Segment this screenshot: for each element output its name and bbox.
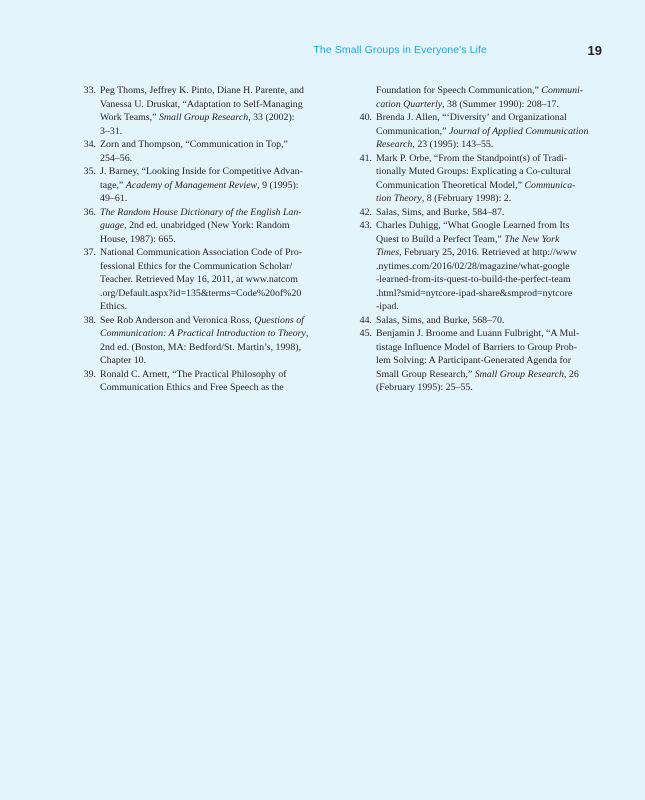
note-text: 2nd ed. (Boston, MA: Bedford/St. Martin’s, 1998),: [100, 341, 302, 353]
italic-title: cation Quarterly: [376, 98, 443, 110]
note-line: [100, 246, 328, 260]
note-line: [376, 152, 608, 166]
note-text: House, 1987): 665.: [100, 233, 176, 245]
note-text: Ethics.: [100, 301, 128, 312]
note-text: Communication,”: [376, 125, 449, 137]
note-text: , 26: [563, 368, 579, 380]
note-line: [100, 138, 328, 152]
endnote: [77, 84, 328, 138]
note-line: [100, 206, 328, 220]
note-line: [376, 327, 608, 341]
note-text: .nytimes.com/2016/02/28/magazine/what-google: [376, 260, 570, 272]
note-text: Ronald C. Arnett, “The Practical Philosophy of: [100, 368, 287, 380]
italic-title: The New York: [504, 233, 560, 245]
running-head: [0, 43, 645, 59]
note-text: , 33 (2002):: [248, 112, 295, 123]
note-text: National Communication Association Code of Pro-: [100, 247, 303, 258]
endnote: [77, 314, 328, 368]
note-line: [376, 192, 608, 206]
note-line: [100, 192, 328, 206]
endnote: [353, 314, 608, 328]
note-line: [376, 273, 608, 287]
endnote: [77, 368, 328, 395]
endnote-number: 35.: [83, 166, 96, 177]
note-text: , 38 (Summer 1990): 208–17.: [442, 98, 559, 110]
italic-title: Academy of Management Review: [125, 179, 258, 191]
note-line: [376, 179, 608, 193]
note-text: 49–61.: [100, 193, 128, 204]
note-text: fessional Ethics for the Communication Scholar/: [100, 260, 293, 272]
note-text: , February 25, 2016. Retrieved at http://www: [399, 247, 578, 258]
note-line: [376, 287, 608, 301]
endnote: [77, 138, 328, 165]
note-line: [376, 165, 608, 179]
endnote-number: 38.: [83, 314, 96, 326]
note-text: Salas, Sims, and Burke, 584–87.: [376, 206, 505, 218]
note-text: Quest to Build a Perfect Team,”: [376, 233, 505, 245]
continued-note: [353, 84, 608, 111]
note-line: [376, 98, 608, 112]
endnote-number: 39.: [83, 368, 96, 380]
note-line: [376, 138, 608, 152]
endnote-number: 36.: [83, 206, 96, 218]
italic-title: Communica-: [524, 179, 576, 191]
note-line: [100, 125, 328, 139]
endnote: [353, 152, 608, 206]
note-line: [376, 125, 608, 139]
note-line: [100, 327, 328, 341]
note-text: Chapter 10.: [100, 355, 147, 366]
note-line: [100, 368, 328, 382]
note-line: [376, 84, 608, 98]
note-line: [376, 314, 608, 328]
note-line: [376, 341, 608, 355]
endnote: [353, 219, 608, 314]
note-line: [100, 84, 328, 98]
note-line: [376, 233, 608, 247]
endnote: [353, 111, 608, 152]
italic-title: tion Theory: [376, 193, 422, 204]
note-text: lem Solving: A Participant-Generated Agenda for: [376, 355, 571, 366]
italic-title: Small Group Research: [158, 112, 249, 123]
note-text: Small Group Research,”: [376, 368, 475, 380]
note-text: Brenda J. Allen, “‘Diversity’ and Organizational: [376, 112, 567, 123]
note-line: [100, 354, 328, 368]
italic-title: Communication: A Practical Introduction to Theory: [100, 328, 306, 339]
italic-title: guage: [100, 220, 125, 231]
endnote: [77, 246, 328, 314]
italic-title: The Random House Dictionary of the English Lan-: [100, 206, 302, 218]
italic-title: Research: [376, 139, 413, 150]
note-text: Peg Thoms, Jeffrey K. Pinto, Diane H. Parente, and: [100, 85, 304, 96]
note-line: [376, 246, 608, 260]
note-text: tionally Muted Groups: Explicating a Co-cultural: [376, 166, 571, 177]
note-line: [100, 381, 328, 395]
note-line: [100, 219, 328, 233]
endnote-number: 42.: [359, 206, 372, 218]
note-text: tistage Influence Model of Barriers to Group Prob-: [376, 341, 578, 353]
note-text: 3–31.: [100, 125, 123, 137]
endnote: [353, 327, 608, 395]
note-text: Communication Theoretical Model,”: [376, 179, 525, 191]
note-line: [376, 300, 608, 314]
note-text: -ipad.: [376, 301, 399, 312]
note-line: [376, 381, 608, 395]
note-line: [100, 152, 328, 166]
note-text: Vanessa U. Druskat, “Adaptation to Self-Managing: [100, 98, 303, 110]
note-line: [100, 300, 328, 314]
page-number: 19: [587, 43, 602, 58]
italic-title: Communi-: [541, 85, 584, 96]
note-line: [100, 165, 328, 179]
note-text: tage,”: [100, 179, 126, 191]
note-text: , 23 (1995): 143–55.: [412, 139, 494, 150]
endnote-number: 45.: [359, 328, 372, 339]
note-line: [100, 314, 328, 328]
note-text: , 9 (1995):: [257, 179, 299, 191]
italic-title: Times: [376, 247, 400, 258]
note-line: [376, 219, 608, 233]
note-line: [376, 368, 608, 382]
note-text: Communication Ethics and Free Speech as the: [100, 382, 284, 393]
endnote-number: 33.: [83, 85, 96, 96]
note-line: [376, 354, 608, 368]
endnote-number: 41.: [359, 152, 372, 164]
note-text: See Rob Anderson and Veronica Ross,: [100, 314, 255, 326]
note-line: [376, 206, 608, 220]
note-text: Zorn and Thompson, “Communication in Top,”: [100, 139, 288, 150]
endnote: [77, 206, 328, 247]
note-text: .html?smid=nytcore-ipad-share&smprod=nytcore: [376, 287, 573, 299]
note-text: Mark P. Orbe, “From the Standpoint(s) of Tradi-: [376, 152, 568, 164]
note-text: Charles Duhigg, “What Google Learned from Its: [376, 220, 570, 231]
italic-title: Journal of Applied Communication: [448, 125, 589, 137]
endnote-number: 37.: [83, 247, 96, 258]
note-text: , 8 (February 1998): 2.: [421, 193, 512, 204]
note-line: [376, 260, 608, 274]
endnote: [77, 165, 328, 206]
note-line: [100, 179, 328, 193]
note-text: Foundation for Speech Communication,”: [376, 85, 542, 96]
note-text: ,: [305, 328, 309, 339]
note-line: [376, 111, 608, 125]
endnote: [353, 206, 608, 220]
note-text: .org/Default.aspx?id=135&terms=Code%20of%20: [100, 287, 302, 299]
endnote-number: 34.: [83, 139, 96, 150]
notes-column-left: [77, 84, 328, 395]
note-line: [100, 273, 328, 287]
endnote-number: 44.: [359, 314, 372, 326]
note-text: 254–56.: [100, 152, 133, 164]
endnote-number: 40.: [359, 112, 372, 123]
note-text: Teacher. Retrieved May 16, 2011, at www.natcom: [100, 274, 298, 285]
note-line: [100, 287, 328, 301]
italic-title: Questions of: [254, 314, 304, 326]
note-text: , 2nd ed. unabridged (New York: Random: [124, 220, 290, 231]
notes-column-right: [353, 84, 608, 395]
italic-title: Small Group Research: [474, 368, 564, 380]
note-line: [100, 233, 328, 247]
note-line: [100, 111, 328, 125]
note-line: [100, 341, 328, 355]
note-text: Work Teams,”: [100, 112, 159, 123]
note-text: -learned-from-its-quest-to-build-the-perfect-team: [376, 274, 571, 285]
note-text: Salas, Sims, and Burke, 568–70.: [376, 314, 505, 326]
running-title: The Small Groups in Everyone's Life: [313, 44, 487, 56]
endnote-number: 43.: [359, 220, 372, 231]
note-line: [100, 260, 328, 274]
note-text: J. Barney, “Looking Inside for Competitive Advan-: [100, 166, 303, 177]
note-text: (February 1995): 25–55.: [376, 382, 473, 393]
note-text: Benjamin J. Broome and Luann Fulbright, “A Mul-: [376, 328, 580, 339]
note-line: [100, 98, 328, 112]
